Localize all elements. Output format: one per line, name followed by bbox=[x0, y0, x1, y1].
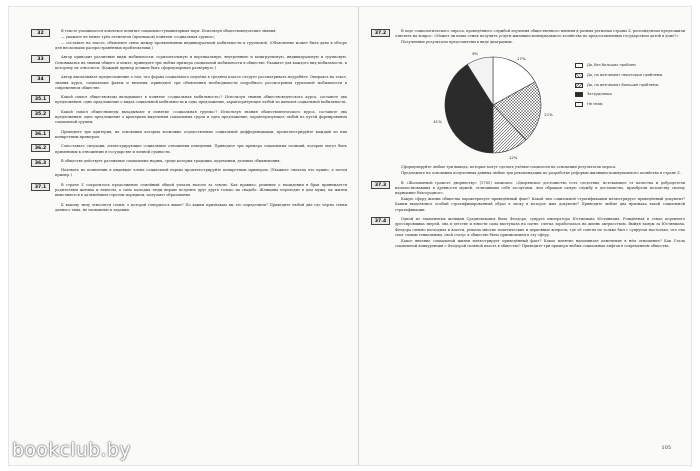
question-number: 36.1 bbox=[31, 130, 50, 138]
question-block bbox=[31, 144, 347, 155]
watermark-logo: bookclub.by bbox=[12, 439, 131, 461]
question-number: 32 bbox=[31, 29, 50, 37]
left-page-column bbox=[31, 29, 347, 217]
question-text: Автор приводит различные виды мобильности: горизонтальную и вертикальную, внутреннюю и межгрупповую, индивидуальную и групповую. Основываясь на знании общего и опыте, приведите три любых примера социальной мобильности в обществе. Укажите для каждого вид мобильности, к которому он относится. (Каждый пример должен быть сформулирован развёрнуто.) bbox=[55, 55, 347, 70]
question-number: 35.2 bbox=[31, 110, 50, 118]
question-block bbox=[31, 159, 347, 164]
question-block bbox=[31, 183, 347, 199]
question-number: 37.4 bbox=[371, 217, 390, 225]
question-number: 37.3 bbox=[371, 181, 390, 189]
pie-percent-label: 41% bbox=[433, 118, 442, 124]
pie-percent-label: 9% bbox=[472, 50, 479, 56]
question-block bbox=[31, 75, 347, 91]
question-block bbox=[371, 181, 685, 213]
question-text: В тексте упоминается ключевое понятие социально-гуманитарных наук. Используя обществоведческие знания, bbox=[61, 29, 277, 33]
question-block bbox=[31, 203, 347, 214]
right-page-column bbox=[371, 29, 685, 253]
question-text: Какой смысл обществоведы вкладывают в понятие «социальная группа»? Используя знания обществоведческого курса, составьте два предложения: одно предложение о критериях выделения социальных групп и одно предложение, характеризующее любой из путей формирования социальной группы. bbox=[55, 109, 347, 125]
question-text: Назовите но появлении в индивиде члена социальной нормы проиллюстрируйте конкретным примером. (Укажите сначала что нужно, а потом пример.) bbox=[55, 168, 347, 178]
chart-legend bbox=[575, 63, 695, 111]
question-text: Какое явление социальной жизни иллюстрирует приведённый факт? Какое понятие напоминает изменение в нём отношение? Как Стала социальной конкуренция с Феодорой сильной власть в обществе? Приведите три примера любых социальных лифтов в современном обществе. bbox=[395, 238, 685, 249]
page-number: 105 bbox=[661, 445, 671, 451]
question-text: Предложите на основании полученных данных любые три рекомендации по разработке реформы жилищно-коммунального хозяйства в стране Z. bbox=[401, 171, 681, 176]
question-number: 35.1 bbox=[31, 95, 50, 103]
legend-item bbox=[575, 92, 695, 97]
question-block bbox=[31, 29, 347, 51]
question-text: — укажите не менее трёх элементов (признаков) понятия «социальная группа»; bbox=[61, 34, 216, 39]
question-text: В «Жалованной грамоте дворянству» (1785) записано: «Дворянское достоинство есть следствие, истекающее от качества и добродетели начальствовавших в древности мужей, отличивших себя заслугами, чем обращая самую службу в достоинство, приобрели потомству своему нарицание благородное». bbox=[395, 180, 685, 196]
question-text: Одной из знаменитых женщин Средневековья была Феодора, супруга императора Юстиниана Юстиниана. Рождённая в семье коренного дрессировщика зверей, она в детстве и юности сама выступала на сцене, слегка заработалась на жизнь актрисством. Выйдя замуж за Юстиниана, Феодора сильно восходила к власти, решала многие политические и церковные вопросы, где её советы не только был с супругом настолько, что она смог самым гениальным, свой статус в обществе было приписанием в эту сферу. bbox=[395, 217, 685, 237]
legend-swatch bbox=[575, 102, 583, 107]
question-number: 33 bbox=[31, 55, 50, 63]
pie-percent-label: 12% bbox=[508, 154, 518, 160]
question-text: Автор высказывает предположение о том, что формы социального подъёма в среднем классе следует рассматривать подробнее. Опираясь на текст, знания курса, социальные факты и явления, приведите три объяснения необходимости подробного рассмотрения групповой мобильности в современном обществе. bbox=[55, 75, 347, 90]
question-text: Какой смысл обществоведы вкладывают в понятие «социальная мобильность»? Используя знания обществоведческого курса, составьте два предложения: одно предложение о видах социальной мобильности и одно предложение, характеризующее любой из каналов социальной мобильности. bbox=[55, 95, 347, 105]
question-text: Сформулируйте любые три вывода, которые могут сделать учёные-социологи на основании результатов опроса. bbox=[401, 165, 617, 170]
question-block bbox=[31, 95, 347, 106]
legend-item bbox=[575, 63, 695, 68]
question-block bbox=[371, 217, 685, 249]
question-block bbox=[31, 130, 347, 141]
question-block bbox=[371, 29, 685, 45]
legend-item bbox=[575, 102, 695, 107]
legend-label: Да, без больших проблем bbox=[587, 63, 636, 68]
legend-label: Да, но возникают некоторые проблемы bbox=[587, 73, 663, 78]
question-number: 37.2 bbox=[371, 29, 390, 37]
legend-item bbox=[575, 83, 695, 88]
question-number: 37.1 bbox=[31, 183, 50, 191]
pie-chart bbox=[423, 51, 563, 159]
question-number: 36.2 bbox=[31, 144, 50, 152]
question-number: 34 bbox=[31, 75, 50, 83]
legend-label: Да, но возникают большие проблемы bbox=[587, 82, 659, 87]
question-text: Полученные результаты представлены в виде диаграммы. bbox=[401, 40, 513, 45]
question-text: Приведите три критерия, на основании которых возможно осуществление социальной дифференциации, проиллюстрируйте каждый из них конкретным примером. bbox=[55, 129, 347, 139]
question-number: 36.3 bbox=[31, 159, 50, 167]
legend-swatch bbox=[575, 92, 583, 97]
question-text: В ходе социологического опроса, проведённого службой изучения общественного мнения в разных регионах страны Z, респондентам предложили ответить на вопрос: «Может ли наша семья получить услуги жилищно-коммунального хозяйства по предоставленных государством датой в доме?» bbox=[395, 29, 685, 39]
question-text: В обществе действует различные социальные нормы, среди которых традиции, церемонии, деловые обыкновения. bbox=[61, 158, 281, 163]
pie-percent-label: 17% bbox=[517, 56, 526, 62]
pie-percent-label: 21% bbox=[544, 112, 553, 118]
question-text: Какую сферу жизни общества характеризует приведённый факт? Какой тип социальной стратификации иллюстрирует приведённый документ? Каким выделялись особый стратифицированный образ в эпоху в которое жил документ? Приведите любые два признака такой социальной стратификации. bbox=[395, 197, 685, 212]
legend-label: Затрудняюсь bbox=[587, 92, 613, 97]
book-spread bbox=[8, 6, 692, 466]
question-block bbox=[31, 110, 347, 126]
legend-swatch bbox=[575, 73, 583, 78]
page-gutter bbox=[358, 7, 359, 465]
question-text: — составьте на тексте, объясните связь между проявлениями индивидуальной мобильности и групповой. (Объяснение может быть дано в обзоре для нескольких распространённых проблематики.) bbox=[55, 40, 347, 51]
question-block bbox=[371, 165, 685, 176]
legend-swatch bbox=[575, 83, 583, 88]
question-text: К какому типу относится семья, о которой говорилось выше? По каким признакам вы это определили? Приведите любой два где черты семьи данного типа, не названные в задании. bbox=[55, 202, 347, 212]
legend-swatch bbox=[575, 63, 583, 68]
survey-chart bbox=[395, 49, 685, 161]
question-text: В стране Z сократилось продолжение семейный общей уплаты налоги за землю. Как правило, решение о вхождении в брак принимается родителями жениха и невесты, а само молодых люди вправе вступить друг друга только на свадьбе. Женщина переходит в дом мужа, их жизни выполняется в дальнейшем строгим порядком, получают образование. bbox=[55, 182, 347, 198]
legend-item bbox=[575, 73, 695, 78]
question-block bbox=[31, 55, 347, 71]
question-text: Сопоставьте ситуации, иллюстрирующие социальные отношения поведения. Приведите три примера социальных позиций, которые могут быть применимы к отношению в государстве и личной сущности. bbox=[55, 144, 347, 154]
question-block bbox=[31, 168, 347, 179]
legend-label: Не знаю bbox=[587, 101, 603, 106]
